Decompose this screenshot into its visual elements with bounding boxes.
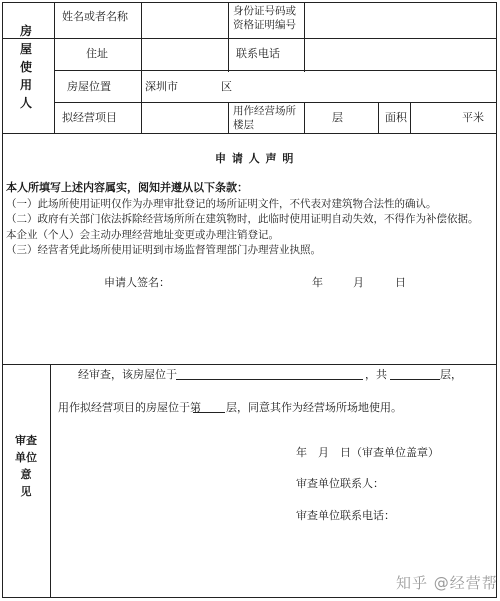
id-label-line1: 身份证号码或 [233, 5, 296, 17]
signature-field[interactable] [170, 272, 290, 292]
phone-field[interactable] [305, 39, 496, 69]
business-label: 拟经营项目 [62, 111, 117, 124]
col-line-mid-bottom [228, 102, 229, 133]
review-contact-phone-label: 审查单位联系电话： [296, 509, 395, 522]
clause-2: （二）政府有关部门依法拆除经营场所所在建筑物时，此临时使用证明自动失效，不得作为补偿依据。 [6, 213, 479, 225]
floors-total-blank[interactable] [390, 379, 440, 380]
col-line-mid-top [228, 2, 229, 72]
label-char: 单位 [15, 451, 37, 464]
review-top-line [2, 364, 497, 365]
address-field[interactable] [142, 39, 227, 69]
label-char: 人 [19, 96, 32, 110]
review-label-divider [50, 364, 51, 598]
review-line1-suffix: 层， [440, 368, 462, 381]
sign-month: 月 [353, 276, 364, 289]
review-contact-label: 审查单位联系人： [296, 477, 384, 490]
floor-number-blank[interactable] [193, 412, 225, 413]
area-unit: 平米 [462, 111, 484, 124]
review-date-line: 年 月 日（审查单位盖章） [296, 446, 439, 459]
col-line-floor [304, 102, 305, 133]
city-text: 深圳市 [145, 80, 178, 93]
label-char: 屋 [19, 42, 32, 56]
label-char: 审查 [15, 434, 37, 447]
sign-year: 年 [312, 276, 323, 289]
floor-label-line2: 楼层 [233, 119, 254, 131]
row-line-4 [2, 133, 497, 134]
id-number-field[interactable] [305, 3, 496, 37]
label-char: 用 [19, 78, 32, 92]
label-char: 房 [19, 24, 32, 38]
clause-3: （三）经营者凭此场所使用证明到市场监督管理部门办理营业执照。 [6, 244, 321, 256]
location-field[interactable] [240, 71, 496, 101]
location-blank[interactable] [176, 379, 363, 380]
area-label: 面积 [385, 111, 407, 124]
name-field[interactable] [142, 3, 227, 37]
declaration-lead: 本人所填写上述内容属实，阅知并遵从以下条款： [6, 181, 248, 194]
clause-2-continued: 本企业（个人）会主动办理经营地址变更或办理注销登记。 [6, 229, 279, 241]
business-field[interactable] [142, 103, 227, 132]
floor-unit: 层 [332, 111, 343, 124]
review-line1-prefix: 经审查，该房屋位于 [78, 368, 177, 381]
address-label: 住址 [86, 47, 108, 60]
signature-label: 申请人签名： [104, 276, 170, 289]
floor-label-line1: 用作经营场所 [233, 105, 296, 117]
review-contact-phone-field[interactable] [395, 505, 490, 525]
review-contact-field[interactable] [385, 473, 485, 493]
clause-1: （一）此场所使用证明仅作为办理审批登记的场所证明文件，不代表对建筑物合法性的确认。 [6, 198, 437, 210]
label-char: 意 [20, 468, 32, 481]
location-label: 房屋位置 [67, 80, 111, 93]
review-section-label [6, 432, 46, 500]
label-char: 见 [20, 485, 32, 498]
review-line2-prefix: 用作拟经营项目的房屋位于第 [58, 401, 201, 414]
label-char: 使 [19, 60, 32, 74]
id-label-line2: 资格证明编号 [233, 19, 296, 31]
name-label: 姓名或者名称 [62, 10, 128, 23]
col-line-label [54, 2, 55, 133]
user-section-label [10, 22, 42, 112]
review-line2-suffix: 层，同意其作为经营场所场地使用。 [226, 401, 402, 414]
review-line1-mid: ，共 [365, 368, 387, 381]
area-field[interactable] [411, 103, 459, 132]
district-text: 区 [221, 80, 232, 93]
sign-day: 日 [395, 276, 406, 289]
phone-label: 联系电话 [236, 47, 280, 60]
watermark: 知乎 @经营帮 [396, 574, 498, 592]
col-line-area-label [378, 102, 379, 133]
declaration-title: 申 请 人 声 明 [215, 152, 295, 165]
